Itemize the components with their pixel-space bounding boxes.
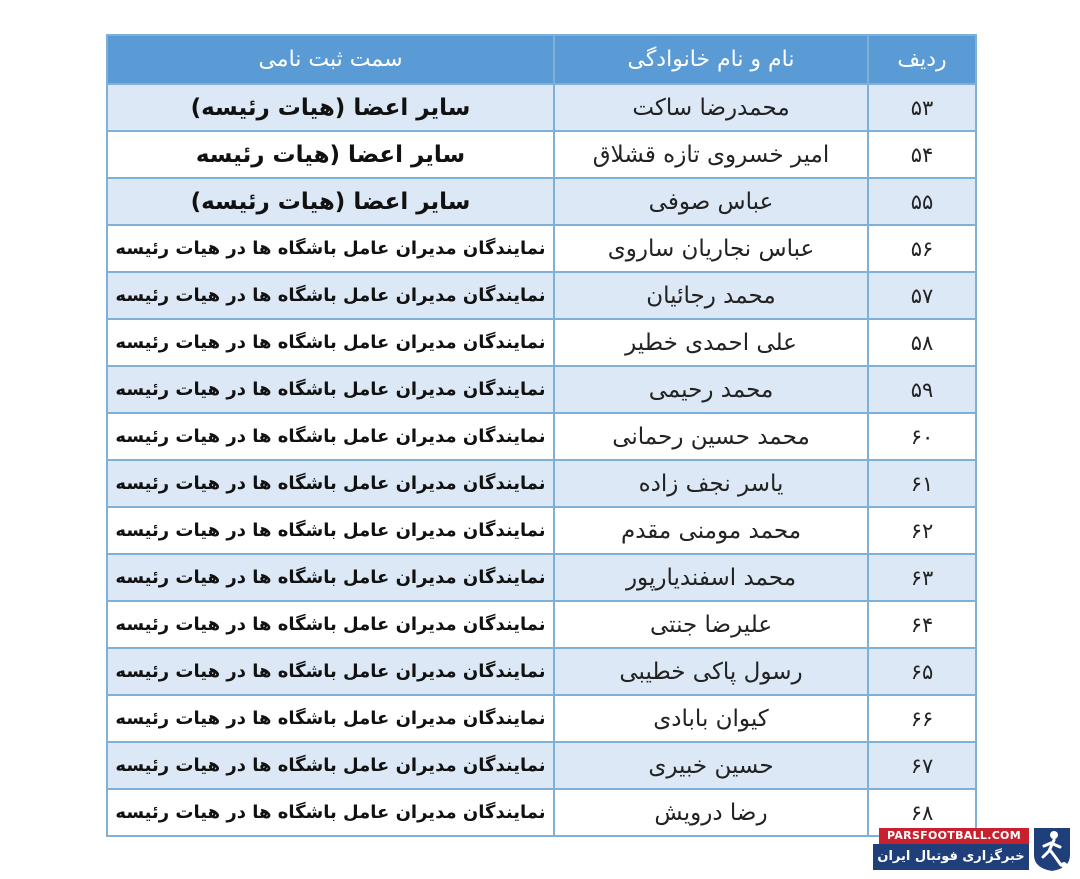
- row-number-cell: ۶۵: [868, 648, 976, 695]
- registered-position-cell: نمایندگان مدیران عامل باشگاه ها در هیات رئیسه: [107, 413, 554, 460]
- row-number-cell: ۶۳: [868, 554, 976, 601]
- row-number-cell: ۶۸: [868, 789, 976, 836]
- table-row: [107, 554, 976, 601]
- watermark-agency-label: خبرگزاری فوتبال ایران: [873, 844, 1029, 870]
- full-name-cell: علیرضا جنتی: [554, 601, 868, 648]
- row-number-cell: ۵۷: [868, 272, 976, 319]
- registered-position-cell: سایر اعضا (هیات رئیسه): [107, 178, 554, 225]
- parsfootball-watermark: [873, 825, 1078, 875]
- full-name-cell: یاسر نجف زاده: [554, 460, 868, 507]
- registered-position-cell: نمایندگان مدیران عامل باشگاه ها در هیات رئیسه: [107, 319, 554, 366]
- registered-position-cell: سایر اعضا (هیات رئیسه: [107, 131, 554, 178]
- table-row: [107, 84, 976, 131]
- row-number-cell: ۶۱: [868, 460, 976, 507]
- table-row: [107, 742, 976, 789]
- full-name-cell: رضا درویش: [554, 789, 868, 836]
- registered-position-cell: نمایندگان مدیران عامل باشگاه ها در هیات رئیسه: [107, 225, 554, 272]
- full-name-cell: محمدرضا ساکت: [554, 84, 868, 131]
- roster-table: [106, 34, 977, 837]
- row-number-cell: ۶۲: [868, 507, 976, 554]
- full-name-cell: امیر خسروی تازه قشلاق: [554, 131, 868, 178]
- header-registered-position: سمت ثبت نامی: [107, 35, 554, 84]
- full-name-cell: عباس صوفی: [554, 178, 868, 225]
- row-number-cell: ۵۹: [868, 366, 976, 413]
- table-row: [107, 695, 976, 742]
- table-row: [107, 460, 976, 507]
- full-name-cell: محمد اسفندیارپور: [554, 554, 868, 601]
- row-number-cell: ۵۴: [868, 131, 976, 178]
- registered-position-cell: نمایندگان مدیران عامل باشگاه ها در هیات رئیسه: [107, 507, 554, 554]
- full-name-cell: محمد رحیمی: [554, 366, 868, 413]
- footballer-logo-icon: [1029, 825, 1075, 873]
- full-name-cell: محمد حسین رحمانی: [554, 413, 868, 460]
- full-name-cell: رسول پاکی خطیبی: [554, 648, 868, 695]
- row-number-cell: ۶۰: [868, 413, 976, 460]
- full-name-cell: محمد رجائیان: [554, 272, 868, 319]
- table-row: [107, 413, 976, 460]
- row-number-cell: ۵۸: [868, 319, 976, 366]
- table-row: [107, 648, 976, 695]
- registered-position-cell: سایر اعضا (هیات رئیسه): [107, 84, 554, 131]
- row-number-cell: ۵۶: [868, 225, 976, 272]
- full-name-cell: عباس نجاریان ساروی: [554, 225, 868, 272]
- table-row: [107, 366, 976, 413]
- row-number-cell: ۵۳: [868, 84, 976, 131]
- table-row: [107, 178, 976, 225]
- registered-position-cell: نمایندگان مدیران عامل باشگاه ها در هیات رئیسه: [107, 366, 554, 413]
- row-number-cell: ۶۷: [868, 742, 976, 789]
- table-header: [107, 35, 976, 84]
- registered-position-cell: نمایندگان مدیران عامل باشگاه ها در هیات رئیسه: [107, 648, 554, 695]
- full-name-cell: محمد مومنی مقدم: [554, 507, 868, 554]
- table-body: [107, 84, 976, 836]
- registered-position-cell: نمایندگان مدیران عامل باشگاه ها در هیات رئیسه: [107, 601, 554, 648]
- row-number-cell: ۶۶: [868, 695, 976, 742]
- header-full-name: نام و نام خانوادگی: [554, 35, 868, 84]
- table-row: [107, 507, 976, 554]
- registered-position-cell: نمایندگان مدیران عامل باشگاه ها در هیات رئیسه: [107, 272, 554, 319]
- table-row: [107, 225, 976, 272]
- full-name-cell: کیوان بابادی: [554, 695, 868, 742]
- registered-position-cell: نمایندگان مدیران عامل باشگاه ها در هیات رئیسه: [107, 460, 554, 507]
- header-row-number: ردیف: [868, 35, 976, 84]
- table-row: [107, 319, 976, 366]
- full-name-cell: حسین خبیری: [554, 742, 868, 789]
- registered-position-cell: نمایندگان مدیران عامل باشگاه ها در هیات رئیسه: [107, 554, 554, 601]
- row-number-cell: ۵۵: [868, 178, 976, 225]
- table-row: [107, 789, 976, 836]
- watermark-site-label: PARSFOOTBALL.COM: [879, 828, 1029, 844]
- registered-position-cell: نمایندگان مدیران عامل باشگاه ها در هیات رئیسه: [107, 789, 554, 836]
- table-row: [107, 272, 976, 319]
- table-row: [107, 131, 976, 178]
- row-number-cell: ۶۴: [868, 601, 976, 648]
- table-row: [107, 601, 976, 648]
- registered-position-cell: نمایندگان مدیران عامل باشگاه ها در هیات رئیسه: [107, 742, 554, 789]
- full-name-cell: علی احمدی خطیر: [554, 319, 868, 366]
- registered-position-cell: نمایندگان مدیران عامل باشگاه ها در هیات رئیسه: [107, 695, 554, 742]
